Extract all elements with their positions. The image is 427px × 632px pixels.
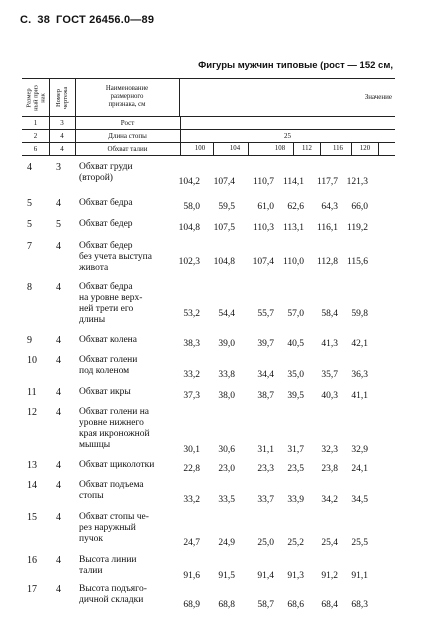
row-name: Обхват бедер [79, 219, 133, 229]
col-header-values: Значение [364, 93, 392, 101]
table-row [22, 555, 395, 584]
row-num: 16 [27, 555, 37, 566]
row-num: 6 [22, 143, 50, 155]
table-row [22, 407, 395, 460]
value-cell: 24,9 [218, 538, 235, 548]
table-row [22, 162, 395, 198]
table-header [22, 78, 395, 117]
value-cell: 39,7 [257, 339, 274, 349]
value-cell: 41,3 [321, 339, 338, 349]
page-header [20, 14, 160, 26]
value-cell: 61,0 [257, 202, 274, 212]
value-cell: 32,3 [321, 445, 338, 455]
row-name: Обхват бедра на уровне верх- ней трети его длины [79, 282, 143, 325]
size-cell: 120 [352, 143, 379, 155]
value-cell: 33,5 [218, 495, 235, 505]
measurements-table [22, 78, 395, 622]
value-cell: 38,3 [183, 339, 200, 349]
value-cell: 36,3 [351, 370, 368, 380]
row-num: 13 [27, 460, 37, 471]
row-drawing: 4 [56, 241, 61, 252]
size-cell: 108 [267, 143, 294, 155]
row-drawing: 4 [49, 143, 76, 155]
value-cell: 114,1 [282, 177, 304, 187]
value-cell: 42,1 [351, 339, 368, 349]
value-cell: 58,7 [257, 600, 274, 610]
row-drawing: 4 [56, 480, 61, 491]
row-drawing: 4 [56, 387, 61, 398]
row-num: 12 [27, 407, 37, 418]
page-number: 38 [37, 14, 51, 26]
value-cell: 25,5 [351, 538, 368, 548]
value-cell: 24,7 [183, 538, 200, 548]
row-height [22, 117, 395, 130]
row-drawing: 3 [49, 117, 76, 129]
row-num: 1 [22, 117, 50, 129]
row-num: 15 [27, 512, 37, 523]
value-cell: 119,2 [346, 223, 368, 233]
value-cell: 24,1 [351, 464, 368, 474]
row-drawing: 4 [49, 130, 76, 142]
value-cell: 37,3 [183, 391, 200, 401]
row-name: Обхват подъема стопы [79, 480, 144, 501]
value-cell: 31,7 [287, 445, 304, 455]
col-header-num-text: Размер ный приз нак [25, 84, 46, 111]
value-cell: 57,0 [287, 309, 304, 319]
value-cell: 34,5 [351, 495, 368, 505]
value-cell: 107,4 [213, 177, 235, 187]
value-cell: 121,3 [346, 177, 368, 187]
value-cell: 39,0 [218, 339, 235, 349]
data-rows [22, 162, 395, 622]
row-name: Длина стопы [75, 130, 181, 142]
value-cell: 104,8 [213, 257, 235, 267]
table-caption: Фигуры мужчин типовые (рост — 152 см, [198, 60, 393, 71]
value-cell: 102,3 [178, 257, 200, 267]
value-cell: 91,6 [183, 571, 200, 581]
value-cell: 110,0 [282, 257, 304, 267]
value-cell: 53,2 [183, 309, 200, 319]
row-num: 5 [27, 198, 32, 209]
value-cell: 107,5 [213, 223, 235, 233]
col-header-name: Наименование размерного признака, см [75, 79, 180, 116]
value-cell: 34,2 [321, 495, 338, 505]
value-cell: 68,9 [183, 600, 200, 610]
value-cell: 91,3 [287, 571, 304, 581]
value-cell: 41,1 [351, 391, 368, 401]
value-cell: 31,1 [257, 445, 274, 455]
value-cell: 58,4 [321, 309, 338, 319]
table-row [22, 387, 395, 407]
table-row [22, 355, 395, 387]
row-name: Обхват колена [79, 335, 137, 345]
value-cell: 25,4 [321, 538, 338, 548]
value-cell: 91,2 [321, 571, 338, 581]
table-row [22, 335, 395, 355]
value-cell: 91,5 [218, 571, 235, 581]
value-cell: 39,5 [287, 391, 304, 401]
row-waist [22, 143, 395, 156]
row-drawing: 3 [56, 162, 61, 173]
value-cell: 64,3 [321, 202, 338, 212]
value-cell: 115,6 [346, 257, 368, 267]
value-cell: 22,8 [183, 464, 200, 474]
standard-code: ГОСТ 26456.0—89 [56, 14, 155, 26]
value-cell: 25,0 [257, 538, 274, 548]
row-name: Высота подъягo- дичной складки [79, 584, 147, 605]
row-num: 17 [27, 584, 37, 595]
value-cell: 68,4 [321, 600, 338, 610]
row-name: Обхват талии [75, 143, 181, 155]
value-cell: 35,0 [287, 370, 304, 380]
row-drawing: 4 [56, 512, 61, 523]
value-cell: 38,7 [257, 391, 274, 401]
value-cell: 68,8 [218, 600, 235, 610]
value-cell: 33,9 [287, 495, 304, 505]
size-cell: 112 [294, 143, 321, 155]
value-cell: 107,4 [252, 257, 274, 267]
row-drawing: 5 [56, 219, 61, 230]
value-cell: 32,9 [351, 445, 368, 455]
size-cell: 104 [222, 143, 249, 155]
value-cell: 112,8 [316, 257, 338, 267]
value-cell: 23,8 [321, 464, 338, 474]
header-letter: С. [20, 14, 32, 26]
table-row [22, 584, 395, 622]
value-cell: 25,2 [287, 538, 304, 548]
row-drawing: 4 [56, 335, 61, 346]
row-name: Рост [75, 117, 181, 129]
value-cell: 68,3 [351, 600, 368, 610]
value-cell: 91,4 [257, 571, 274, 581]
row-num: 9 [27, 335, 32, 346]
value-cell: 33,8 [218, 370, 235, 380]
row-num: 5 [27, 219, 32, 230]
row-name: Обхват голени на уровне нижнего края икроножной мышцы [79, 407, 150, 450]
table-row [22, 460, 395, 480]
row-num: 8 [27, 282, 32, 293]
value-cell: 23,5 [287, 464, 304, 474]
value-cell: 68,6 [287, 600, 304, 610]
table-row [22, 219, 395, 241]
value-cell: 23,3 [257, 464, 274, 474]
table-row [22, 198, 395, 219]
value-cell: 59,5 [218, 202, 235, 212]
value-cell: 35,7 [321, 370, 338, 380]
row-name: Обхват щиколотки [79, 460, 155, 470]
value-cell: 104,8 [178, 223, 200, 233]
value-cell: 110,3 [252, 223, 274, 233]
value-cell: 33,2 [183, 370, 200, 380]
table-row [22, 512, 395, 555]
row-name: Обхват стопы че- рез наружный пучок [79, 512, 149, 544]
row-name: Обхват голени под коленом [79, 355, 138, 376]
size-cell: 116 [325, 143, 352, 155]
row-num: 7 [27, 241, 32, 252]
value-cell: 34,4 [257, 370, 274, 380]
value-cell: 33,2 [183, 495, 200, 505]
value-cell: 30,6 [218, 445, 235, 455]
value-cell: 55,7 [257, 309, 274, 319]
value-cell: 58,0 [183, 202, 200, 212]
value-cell: 117,7 [316, 177, 338, 187]
row-num: 4 [27, 162, 32, 173]
value-cell: 113,1 [282, 223, 304, 233]
row-drawing: 4 [56, 355, 61, 366]
row-num: 2 [22, 130, 50, 142]
table-row [22, 480, 395, 512]
value-cell: 23,0 [218, 464, 235, 474]
row-num: 14 [27, 480, 37, 491]
table-row [22, 241, 395, 282]
row-name: Обхват груди (второй) [79, 162, 133, 183]
value-cell: 38,0 [218, 391, 235, 401]
row-foot-length [22, 130, 395, 143]
row-drawing: 4 [56, 555, 61, 566]
row-drawing: 4 [56, 407, 61, 418]
row-drawing: 4 [56, 584, 61, 595]
value-cell: 40,3 [321, 391, 338, 401]
row-name: Высота линии талии [79, 555, 137, 576]
value-cell: 59,8 [351, 309, 368, 319]
row-num: 10 [27, 355, 37, 366]
row-drawing: 4 [56, 198, 61, 209]
value-cell: 91,1 [351, 571, 368, 581]
table-row [22, 282, 395, 335]
value-cell: 54,4 [218, 309, 235, 319]
row-name: Обхват бедер без учета выступа живота [79, 241, 152, 273]
value-cell: 116,1 [316, 223, 338, 233]
size-cell: 100 [187, 143, 214, 155]
col-header-drawing [49, 79, 76, 116]
row-drawing: 4 [56, 460, 61, 471]
value-cell: 33,7 [257, 495, 274, 505]
value-cell: 104,2 [178, 177, 200, 187]
value-cell: 66,0 [351, 202, 368, 212]
value-cell: 110,7 [252, 177, 274, 187]
value-cell: 40,5 [287, 339, 304, 349]
row-drawing: 4 [56, 282, 61, 293]
row-name: Обхват икры [79, 387, 131, 397]
row-value: 25 [284, 132, 291, 140]
row-name: Обхват бедра [79, 198, 133, 208]
col-header-num [22, 79, 50, 116]
value-cell: 30,1 [183, 445, 200, 455]
value-cell: 62,6 [287, 202, 304, 212]
col-header-drawing-text: Номер чертежа [55, 86, 69, 109]
row-num: 11 [27, 387, 37, 398]
